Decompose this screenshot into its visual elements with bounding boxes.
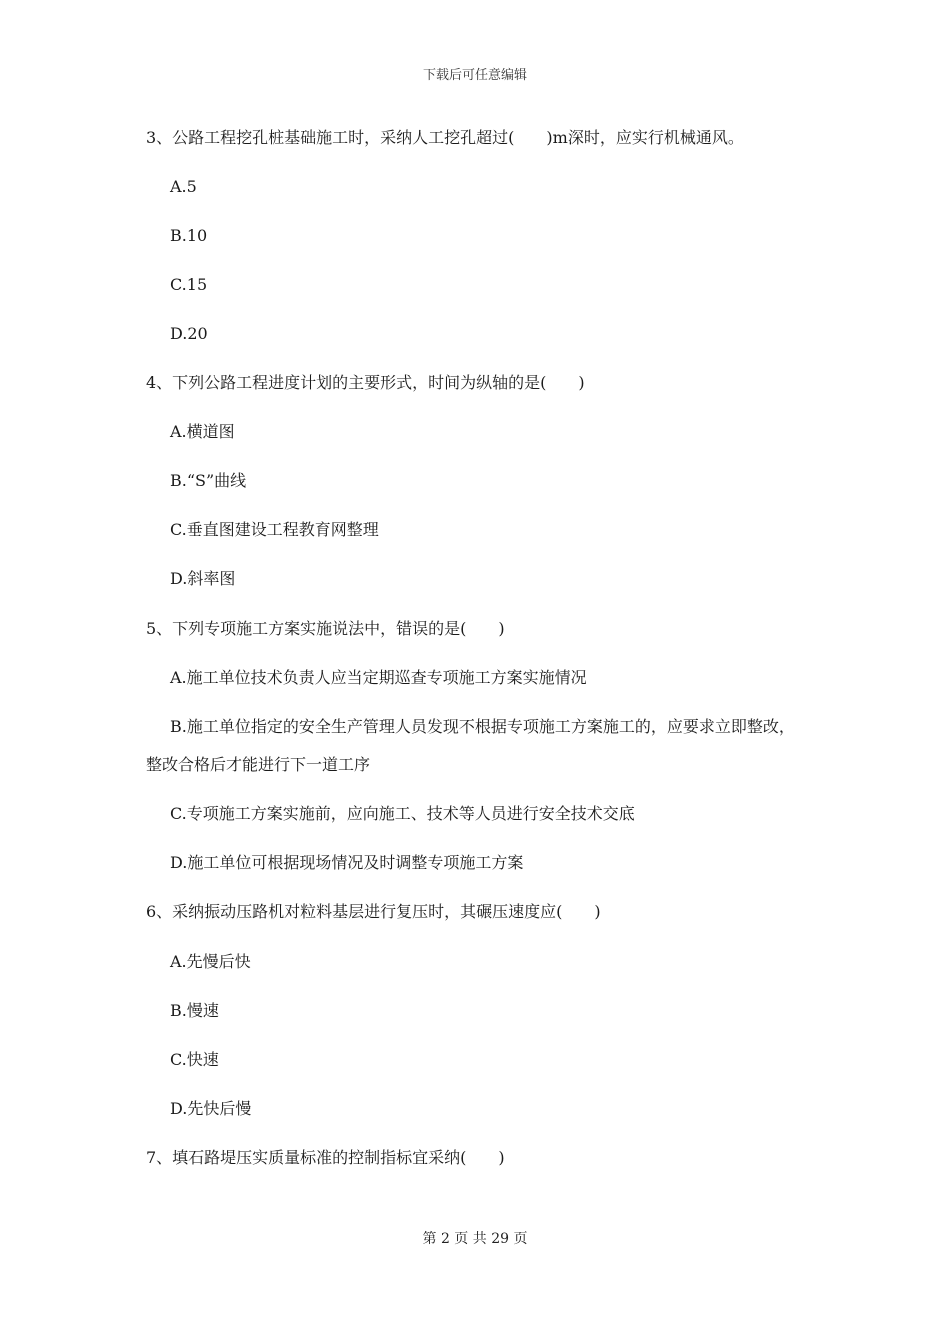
question-4-stem: 4、下列公路工程进度计划的主要形式，时间为纵轴的是( ) <box>146 373 585 392</box>
question-4-option-b: B.“S”曲线 <box>170 471 247 490</box>
question-3-option-b: B.10 <box>170 226 208 245</box>
question-3-option-a: A.5 <box>170 177 197 196</box>
question-5-stem: 5、下列专项施工方案实施说法中，错误的是( ) <box>146 619 505 638</box>
question-3-option-d: D.20 <box>170 324 208 343</box>
question-5-option-a: A.施工单位技术负责人应当定期巡查专项施工方案实施情况 <box>170 668 587 687</box>
question-5-option-c: C.专项施工方案实施前，应向施工、技术等人员进行安全技术交底 <box>170 804 635 823</box>
page-header: 下载后可任意编辑 <box>422 68 527 83</box>
page-footer: 第 2 页 共 29 页 <box>422 1231 528 1247</box>
question-4-option-d: D.斜率图 <box>170 569 236 588</box>
question-6-option-b: B.慢速 <box>170 1001 219 1020</box>
question-5-option-b-continued: 整改合格后才能进行下一道工序 <box>146 755 371 774</box>
question-3-stem: 3、公路工程挖孔桩基础施工时，采纳人工挖孔超过( )m深时，应实行机械通风。 <box>146 128 744 147</box>
question-6-option-c: C.快速 <box>170 1050 219 1069</box>
question-6-option-d: D.先快后慢 <box>170 1099 252 1118</box>
question-5-option-b: B.施工单位指定的安全生产管理人员发现不根据专项施工方案施工的，应要求立即整改， <box>170 717 795 736</box>
question-6-option-a: A.先慢后快 <box>170 952 251 971</box>
question-7-stem: 7、填石路堤压实质量标准的控制指标宜采纳( ) <box>146 1148 505 1167</box>
question-5-option-d: D.施工单位可根据现场情况及时调整专项施工方案 <box>170 853 524 872</box>
question-4-option-a: A.横道图 <box>170 422 235 441</box>
question-4-option-c: C.垂直图建设工程教育网整理 <box>170 520 379 539</box>
question-6-stem: 6、采纳振动压路机对粒料基层进行复压时，其碾压速度应( ) <box>146 902 601 921</box>
question-3-option-c: C.15 <box>170 275 208 294</box>
